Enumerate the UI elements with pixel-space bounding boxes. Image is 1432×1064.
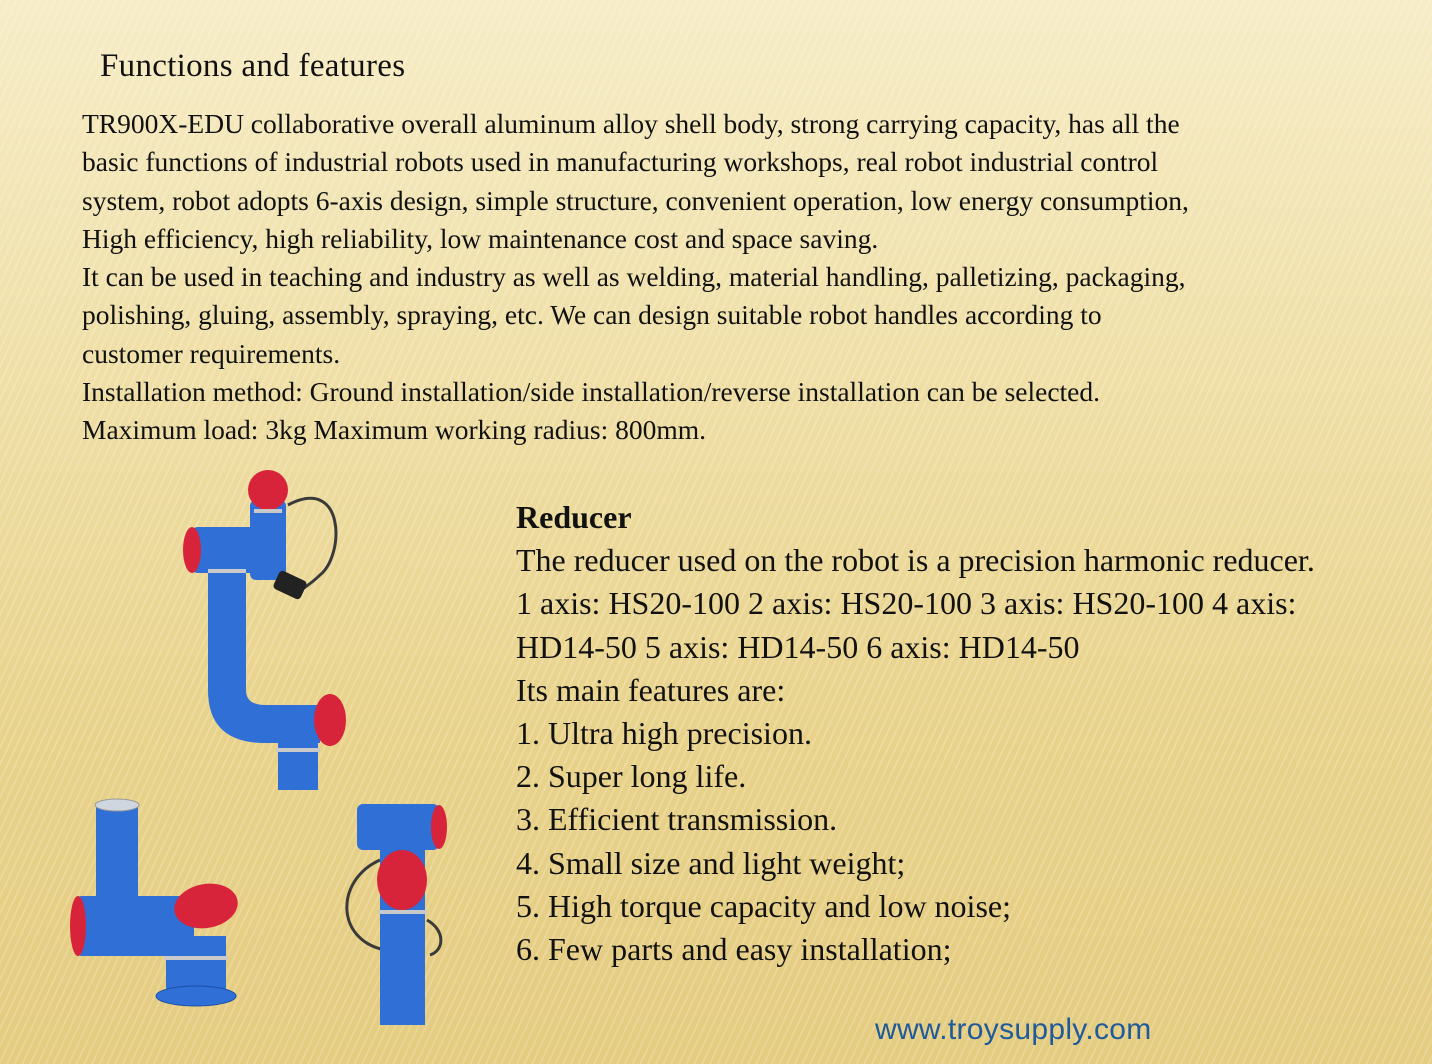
feature-item: 5. High torque capacity and low noise; bbox=[516, 887, 1011, 924]
arm-joint bbox=[190, 527, 280, 573]
reducer-line: The reducer used on the robot is a precision harmonic reducer. bbox=[516, 542, 1315, 579]
intro-line: TR900X-EDU collaborative overall aluminum alloy shell body, strong carrying capacity, has all the bbox=[82, 108, 1180, 139]
intro-line: It can be used in teaching and industry as well as welding, material handling, palletizing, packaging, bbox=[82, 261, 1186, 293]
feature-item: 3. Efficient transmission. bbox=[516, 801, 838, 838]
reducer-section bbox=[516, 496, 1426, 971]
intro-line: Installation method: Ground installation/side installation/reverse installation can be selected. bbox=[82, 376, 1100, 408]
intro-line: High efficiency, high reliability, low maintenance cost and space saving. bbox=[82, 222, 879, 254]
joint-cap-red bbox=[377, 850, 427, 910]
website-link[interactable]: www.troysupply.com bbox=[875, 1013, 1152, 1046]
elbow bbox=[208, 675, 320, 743]
feature-item: 2. Super long life. bbox=[516, 758, 747, 795]
tube-opening bbox=[95, 799, 139, 811]
intro-paragraph bbox=[82, 105, 1392, 450]
robot-base-image bbox=[68, 796, 243, 1011]
base-foot bbox=[166, 936, 226, 991]
reducer-heading: Reducer bbox=[516, 499, 632, 535]
robot-wrist-image bbox=[335, 800, 455, 1030]
intro-line: polishing, gluing, assembly, spraying, etc. We can design suitable robot handles according to bbox=[82, 299, 1102, 331]
joint-cap-red bbox=[431, 805, 447, 849]
joint-cap-red bbox=[314, 694, 346, 746]
joint-cap-red bbox=[248, 470, 288, 510]
intro-line: Maximum load: 3kg Maximum working radius: 800mm. bbox=[82, 414, 707, 446]
feature-item: 1. Ultra high precision. bbox=[516, 715, 812, 752]
upper-arm bbox=[208, 570, 246, 680]
robot-arm-image bbox=[170, 465, 360, 795]
feature-item: 4. Small size and light weight; bbox=[516, 844, 906, 881]
page-title: Functions and features bbox=[100, 48, 406, 84]
reducer-line: Its main features are: bbox=[516, 671, 786, 708]
intro-line: system, robot adopts 6-axis design, simple structure, convenient operation, low energy consumption, bbox=[82, 184, 1189, 216]
wrist-head bbox=[357, 804, 439, 850]
intro-line: basic functions of industrial robots used in manufacturing workshops, real robot industrial control bbox=[82, 146, 1159, 178]
intro-line: customer requirements. bbox=[82, 337, 341, 369]
joint-cap-red bbox=[183, 527, 201, 573]
base-column bbox=[278, 735, 318, 790]
reducer-line: HD14-50 5 axis: HD14-50 6 axis: HD14-50 bbox=[516, 628, 1080, 665]
feature-item: 6. Few parts and easy installation; bbox=[516, 931, 952, 968]
reducer-line: 1 axis: HS20-100 2 axis: HS20-100 3 axis: HS20-100 4 axis: bbox=[516, 585, 1297, 622]
joint-cap-red bbox=[70, 896, 86, 956]
